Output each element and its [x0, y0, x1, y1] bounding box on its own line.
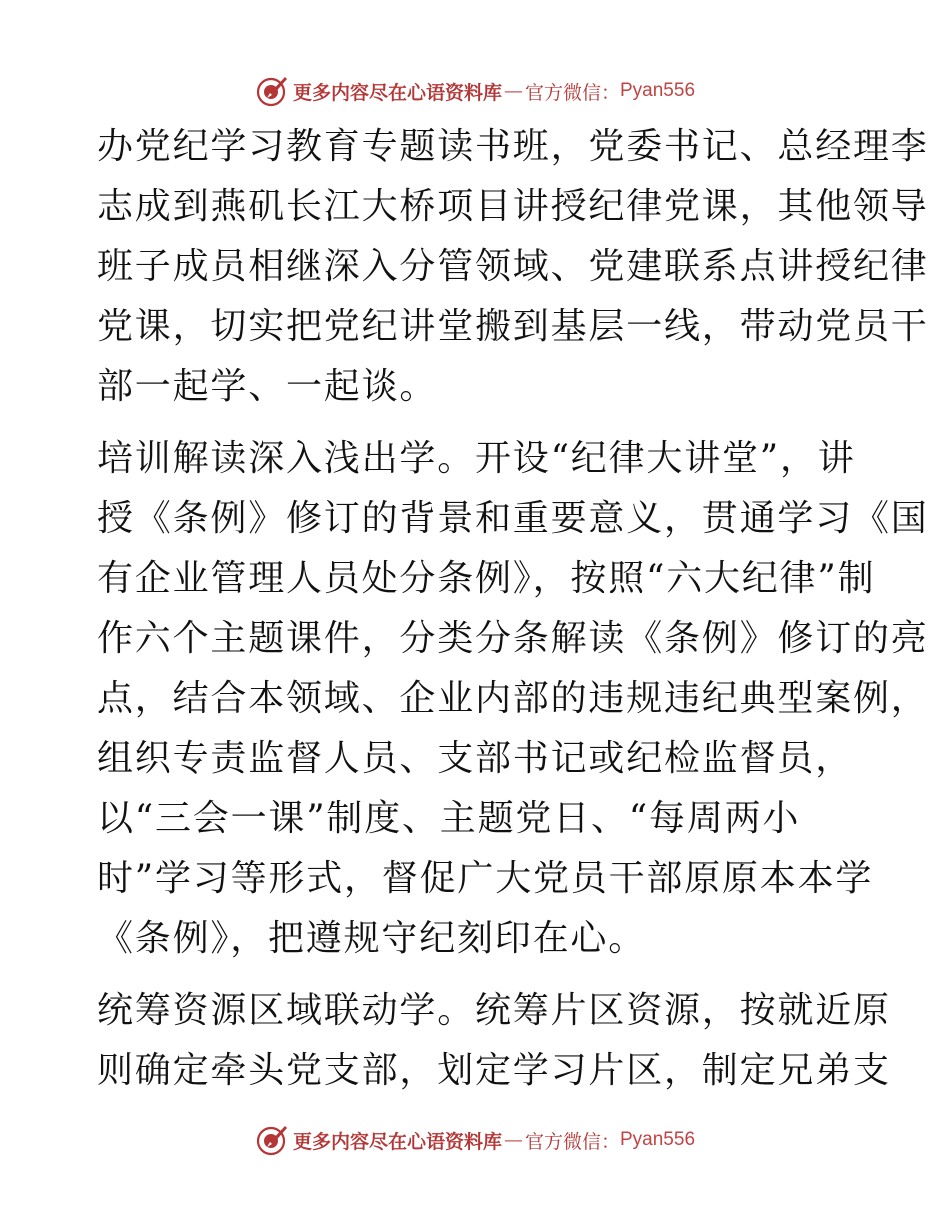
- text-line: 统筹资源区域联动学。统筹片区资源，按就近原: [97, 990, 891, 1031]
- header-watermark: [0, 71, 950, 111]
- watermark-wechat-id: Pyan556: [620, 80, 696, 101]
- text-line: 组织专责监督人员、支部书记或纪检监督员，: [97, 738, 854, 779]
- watermark-label: 官方微信：: [524, 81, 620, 104]
- text-line: 有企业管理人员处分条例》，按照“六大纪律”制: [97, 558, 876, 599]
- text-line: 以“三会一课”制度、主题党日、“每周两小: [97, 798, 801, 839]
- text-line: 授《条例》修订的背景和重要意义，贯通学习《国: [97, 498, 929, 539]
- footer-watermark: [0, 1120, 950, 1160]
- paragraph-gap: [97, 969, 857, 981]
- watermark-main-text: 更多内容尽在心语资料库: [292, 1130, 502, 1153]
- text-line: 培训解读深入浅出学。开设“纪律大讲堂”，讲: [97, 438, 856, 479]
- body-text: [97, 117, 929, 1101]
- paragraph-gap: [97, 417, 857, 429]
- text-line: 《条例》，把遵规守纪刻印在心。: [97, 918, 647, 959]
- watermark-label: 官方微信：: [524, 1130, 620, 1153]
- quill-logo-icon: [255, 1123, 289, 1157]
- text-line: 党课，切实把党纪讲堂搬到基层一线，带动党员干: [97, 306, 929, 347]
- watermark-separator: —: [503, 1129, 523, 1151]
- text-line: 班子成员相继深入分管领域、党建联系点讲授纪律: [97, 246, 929, 287]
- text-line: 志成到燕矶长江大桥项目讲授纪律党课，其他领导: [97, 186, 929, 227]
- text-line: 作六个主题课件，分类分条解读《条例》修订的亮: [97, 618, 929, 659]
- text-line: 办党纪学习教育专题读书班，党委书记、总经理李: [97, 126, 929, 167]
- watermark-main-text: 更多内容尽在心语资料库: [292, 81, 502, 104]
- quill-logo-icon: [255, 74, 289, 108]
- watermark-wechat-id: Pyan556: [620, 1129, 696, 1150]
- watermark-separator: —: [503, 80, 523, 102]
- text-line: 则确定牵头党支部，划定学习片区，制定兄弟支: [97, 1050, 891, 1091]
- text-line: 部一起学、一起谈。: [97, 366, 438, 407]
- text-line: 时”学习等形式，督促广大党员干部原原本本学: [97, 858, 874, 899]
- text-line: 点，结合本领域、企业内部的违规违纪典型案例，: [97, 678, 929, 719]
